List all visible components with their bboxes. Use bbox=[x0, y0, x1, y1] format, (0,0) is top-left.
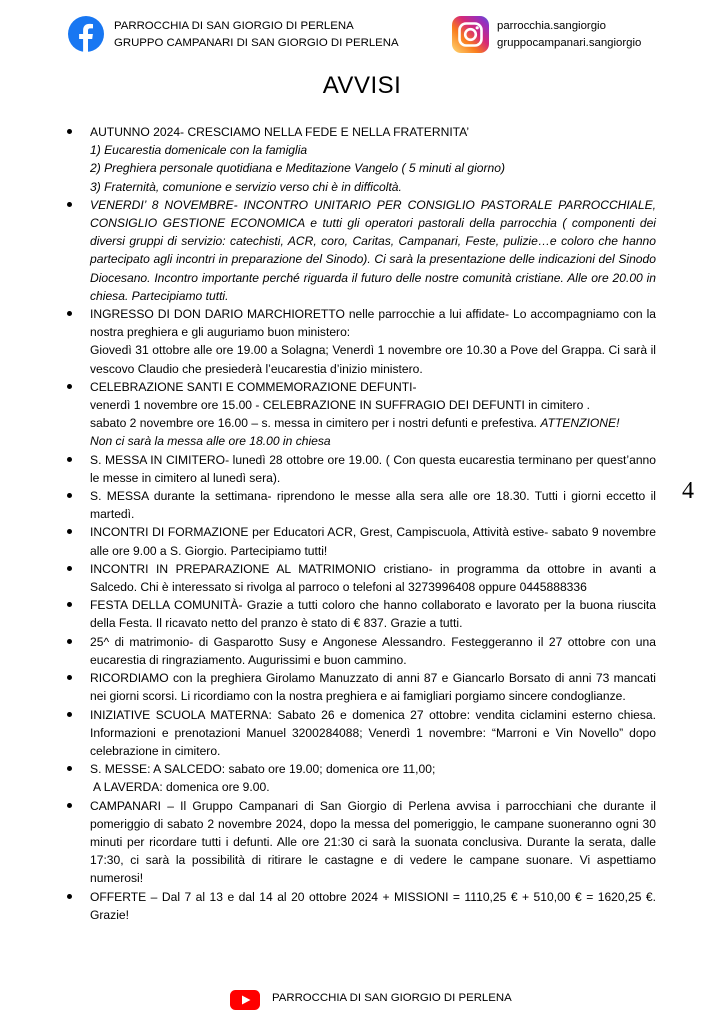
notice-heading: CELEBRAZIONE SANTI E COMMEMORAZIONE DEFUNTI- bbox=[90, 379, 417, 394]
footer-parish-name: PARROCCHIA DI SAN GIORGIO DI PERLENA bbox=[272, 992, 512, 1004]
facebook-icon[interactable] bbox=[68, 16, 104, 52]
notice-anniversary: 25^ di matrimonio- di Gasparotto Susy e Angonese Alessandro. Festeggeranno il 27 ottobre con una eucarestia di ringraziamento. Augurissimi e buon cammino. bbox=[90, 633, 656, 669]
notice-don-dario bbox=[90, 305, 656, 378]
notice-weekday-mass: S. MESSA durante la settimana- riprendono le messe alla sera alle ore 18.30. Tutti i giorni eccetto il martedì. bbox=[90, 487, 656, 523]
notice-text: INGRESSO DI DON DARIO MARCHIORETTO nelle parrocchie a lui affidate- Lo accompagniamo con la nostra preghiera e gli auguriamo buon ministero: bbox=[90, 307, 656, 340]
notice-community-feast: FESTA DELLA COMUNITÀ- Grazie a tutti coloro che hanno collaborato e lavorato per la buona riuscita della Festa. Il ricavato netto del pranzo è stato di € 837. Grazie a tutti. bbox=[90, 596, 656, 632]
notices-list bbox=[90, 123, 656, 924]
notice-line: 1) Eucarestia domenicale con la famiglia bbox=[90, 143, 308, 158]
page-footer bbox=[0, 988, 724, 1012]
page-title: AVVISI bbox=[322, 72, 402, 99]
parish-name: PARROCCHIA DI SAN GIORGIO DI PERLENA bbox=[114, 20, 354, 32]
notice-line: venerdì 1 novembre ore 15.00 - CELEBRAZIONE IN SUFFRAGIO DEI DEFUNTI in cimitero . bbox=[90, 398, 591, 413]
notice-line: Non ci sarà la messa alle ore 18.00 in chiesa bbox=[90, 434, 331, 449]
page-header bbox=[0, 14, 724, 58]
bell-ringers-group-name: GRUPPO CAMPANARI DI SAN GIORGIO DI PERLENA bbox=[114, 37, 399, 49]
header-left-text bbox=[114, 18, 399, 52]
notice-masses-schedule bbox=[90, 760, 656, 796]
instagram-parish-handle[interactable]: parrocchia.sangiorgio bbox=[497, 20, 606, 32]
notice-text-continued: Giovedì 31 ottobre alle ore 19.00 a Solagna; Venerdì 1 novembre ore 10.30 a Pove del Grappa. Ci sarà il vescovo Claudio che presiederà l’eucarestia d’inizio ministero. bbox=[90, 343, 656, 376]
notice-line: 3) Fraternità, comunione e servizio verso chi è in difficoltà. bbox=[90, 179, 402, 194]
notice-autumn-2024 bbox=[90, 123, 656, 196]
notice-marriage-preparation: INCONTRI IN PREPARAZIONE AL MATRIMONIO cristiano- in programma da ottobre in avanti a Salcedo. Chi è interessato si rivolga al parroco o telefoni al 3273996408 oppure 0445888336 bbox=[90, 560, 656, 596]
instagram-icon[interactable] bbox=[452, 16, 489, 53]
page-number: 4 bbox=[682, 478, 694, 504]
notice-cemetery-mass: S. MESSA IN CIMITERO- lunedì 28 ottobre ore 19.00. ( Con questa eucarestia terminano per quest’anno le messe in cimitero al lunedì sera). bbox=[90, 451, 656, 487]
notice-council-meeting: VENERDI’ 8 NOVEMBRE- INCONTRO UNITARIO PER CONSIGLIO PASTORALE PARROCCHIALE, CONSIGLIO GESTIONE ECONOMICA e tutti gli operatori pastorali della parrocchia ( componenti dei diversi gruppi di servizio: catechisti, ACR, coro, Caritas, Campanari, Feste, pulizie…e coloro che hanno partecipato agli incontri in preparazione del Sinodo). Ci sarà la presentazione delle indicazioni del Sinodo Diocesano. Incontro importante perché riguarda il futuro delle nostre comunità cristiane. Alle ore 20.00 in chiesa. Partecipiamo tutti. bbox=[90, 196, 656, 305]
notice-line: 2) Preghiera personale quotidiana e Meditazione Vangelo ( 5 minuti al giorno) bbox=[90, 161, 506, 176]
notice-line: S. MESSE: A SALCEDO: sabato ore 19.00; domenica ore 11,00; bbox=[90, 762, 436, 777]
notice-kindergarten: INIZIATIVE SCUOLA MATERNA: Sabato 26 e domenica 27 ottobre: vendita ciclamini esterno chiesa. Informazioni e prenotazioni Manuel 3200284088; Venerdì 1 novembre: “Marroni e Vin Novello” dopo celebrazione in cimitero. bbox=[90, 706, 656, 761]
header-right-text bbox=[497, 18, 641, 52]
notice-heading: AUTUNNO 2024- CRESCIAMO NELLA FEDE E NELLA FRATERNITA’ bbox=[90, 125, 470, 139]
notice-line: A LAVERDA: domenica ore 9.00. bbox=[93, 780, 270, 795]
notice-bell-ringers: CAMPANARI – Il Gruppo Campanari di San Giorgio di Perlena avvisa i parrocchiani che durante il pomeriggio di sabato 2 novembre 2024, dopo la messa del pomeriggio, le campane suoneranno ogni 30 minuti per ricordare tutti i defunti. Alle ore 21:30 ci sarà la suonata conclusiva. Durante la serata, dalle 17:30, ci sarà la possibilità di ritirare le castagne e di vedere le campane suonare. Vi aspettiamo numerosi! bbox=[90, 797, 656, 888]
notice-offerings: OFFERTE – Dal 7 al 13 e dal 14 al 20 ottobre 2024 + MISSIONI = 1110,25 € + 510,00 € = 1620,25 €. Grazie! bbox=[90, 888, 656, 924]
instagram-bell-ringers-handle[interactable]: gruppocampanari.sangiorgio bbox=[497, 37, 642, 49]
notice-line: sabato 2 novembre ore 16.00 – s. messa in cimitero per i nostri defunti e prefestiva. bbox=[90, 416, 541, 431]
notice-all-saints bbox=[90, 378, 656, 451]
notice-remembrance: RICORDIAMO con la preghiera Girolamo Manuzzato di anni 87 e Giancarlo Borsato di anni 73 mancati nei giorni scorsi. Li ricordiamo con la nostra preghiera e ai famigliari porgiamo sincere condoglianze. bbox=[90, 669, 656, 705]
notice-formation-meetings: INCONTRI DI FORMAZIONE per Educatori ACR, Grest, Campiscuola, Attività estive- sabato 9 novembre alle ore 9.00 a S. Giorgio. Partecipiamo tutti! bbox=[90, 523, 656, 559]
youtube-icon[interactable] bbox=[230, 990, 260, 1010]
attention-label: ATTENZIONE! bbox=[540, 416, 620, 431]
